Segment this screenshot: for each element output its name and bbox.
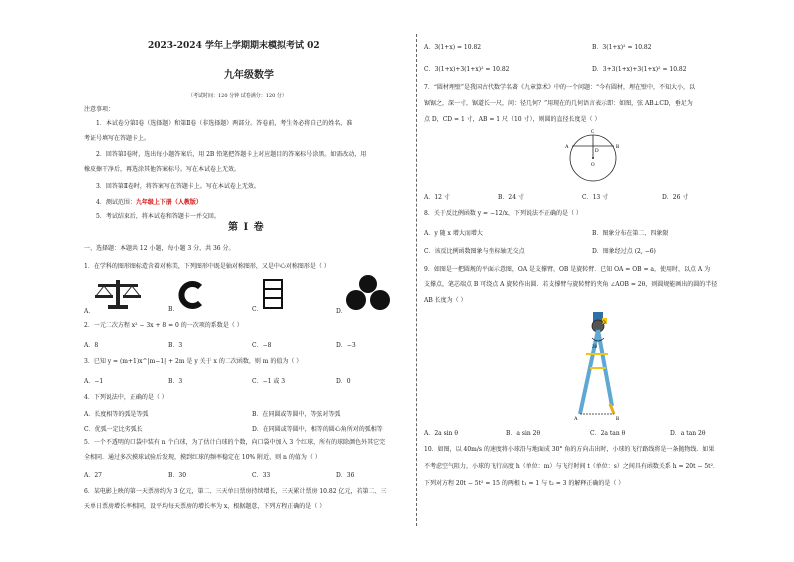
q8-text: 8．关于反比例函数 y = −12/x，下列说法不正确的是（ ） bbox=[424, 210, 582, 217]
q3-option-b: B．3 bbox=[168, 378, 183, 385]
exam-meta: （考试时间：120 分钟 试卷满分：120 分） bbox=[188, 93, 287, 99]
q7-text-line3: 点 D，CD = 1 寸，AB = 1 尺（10 寸），则圆的直径长度是（ ） bbox=[424, 116, 601, 123]
q2-text: 2．一元二次方程 x² − 3x + 8 = 0 的一次项的系数是（ ） bbox=[84, 322, 243, 329]
q5-text-line2: 全相同．通过多次摸球试验后发现，摸到红球的频率稳定在 10% 附近，则 n 的值为（ ） bbox=[84, 454, 321, 461]
q5-option-b: B．30 bbox=[168, 472, 187, 479]
q9-option-a: A．2a sin θ bbox=[424, 430, 459, 437]
q6-option-b: B．3(1+x)² = 10.82 bbox=[592, 44, 652, 51]
q7-option-b: B．24 寸 bbox=[498, 194, 524, 201]
range-label: 4．测试范围： bbox=[96, 199, 136, 206]
subject-title: 九年级数学 bbox=[224, 70, 274, 81]
q6-text-line2: 天单日票房增长率相同，设平均每天票房的增长率为 x，根据题意，下列方程正确的是（ ） bbox=[84, 503, 326, 510]
q1-option-b: B． bbox=[168, 306, 179, 313]
q10-text-line2: 不考虑空气阻力，小球的飞行高度 h（单位：m）与飞行时间 t（单位：s）之间具有函数关系 h = 20t − 5t²． bbox=[424, 463, 719, 470]
label-o: O bbox=[602, 321, 606, 326]
three-circles-icon bbox=[346, 274, 390, 312]
note-line: 5．考试结束后，将本试卷和答题卡一并交回。 bbox=[96, 213, 220, 220]
q1-option-a: A． bbox=[84, 308, 95, 315]
q9-option-c: C．2a tan θ bbox=[590, 430, 626, 437]
note-line: 3．回答第Ⅱ卷时，将答案写在答题卡上。写在本试卷上无效。 bbox=[96, 183, 260, 190]
note-line: 1．本试卷分第Ⅰ卷（选择题）和第Ⅱ卷（非选择题）两部分。答卷前，考生务必将自己的姓名、准 bbox=[96, 120, 353, 127]
label-c: C bbox=[591, 130, 595, 135]
q4-option-b: B．在同圆或等圆中，等弦对等弧 bbox=[252, 411, 341, 418]
section-instruction: 一、选择题：本题共 12 小题，每小题 3 分，共 36 分。 bbox=[84, 245, 235, 252]
q9-text-line3: AB 长度为（ ） bbox=[424, 297, 467, 304]
note-line: 2．回答第Ⅰ卷时，选出每小题答案后，用 2B 铅笔把答题卡上对应题目的答案标号涂黑。如需改动，用 bbox=[96, 151, 367, 158]
q10-text-line3: 下列对方程 20t − 5t² = 15 的两根 t₁ = 1 与 t₂ = 3 的解释正确的是（ ） bbox=[424, 480, 625, 487]
q4-option-a: A．长度相等的弧是等弧 bbox=[84, 411, 149, 418]
q8-option-a: A．y 随 x 增大而增大 bbox=[424, 230, 483, 237]
c-shape-icon bbox=[176, 280, 206, 310]
range-value: 九年级上下册（人教版） bbox=[135, 199, 202, 206]
q9-text-line1: 9．如图是一把圆规的平面示意图，OA 是支撑臂，OB 是旋转臂．已知 OA = OB = a，使用时，以点 A 为 bbox=[424, 266, 711, 273]
note-line-range bbox=[96, 199, 202, 207]
q9-option-b: B．a sin 2θ bbox=[506, 430, 541, 437]
q6-option-c: C．3(1+x)+3(1+x)² = 10.82 bbox=[424, 66, 510, 73]
label-a: A bbox=[574, 417, 578, 422]
q6-option-a: A．3(1+x) = 10.82 bbox=[424, 44, 482, 51]
label-b: B bbox=[616, 417, 620, 422]
q3-text: 3．已知 y = (m+1)x^|m−1| + 2m 是 y 关于 x 的二次函数，则 m 的值为（ ） bbox=[84, 358, 303, 365]
exam-title: 2023-2024 学年上学期期末模拟考试 02 bbox=[148, 41, 320, 51]
q10-text-line1: 10．如图，以 40m/s 的速度将小球沿与地面成 30° 角的方向击出时，小球的飞行路线将是一条抛物线．如果 bbox=[424, 446, 715, 453]
q7-option-a: A．12 寸 bbox=[424, 194, 450, 201]
q8-option-b: B．图象分布在第二、四象限 bbox=[592, 230, 669, 237]
q3-option-a: A．−1 bbox=[84, 378, 104, 385]
q4-text: 4．下列说法中，正确的是（ ） bbox=[84, 394, 168, 401]
q5-option-a: A．27 bbox=[84, 472, 102, 479]
q2-option-c: C．−8 bbox=[252, 342, 272, 349]
label-a: A bbox=[565, 145, 569, 150]
section-title: 第 Ⅰ 卷 bbox=[228, 222, 265, 233]
compass-diagram bbox=[572, 310, 624, 422]
q9-text-line2: 支撑点，笔芯端点 B 可绕点 A 旋转作出圆．若支撑臂与旋转臂的夹角 ∠AOB = 2θ，则圆规能画出的圆的半径 bbox=[424, 281, 718, 288]
note-line: 橡皮擦干净后，再选涂其他答案标号。写在本试卷上无效。 bbox=[84, 166, 241, 173]
rectangle-grid-icon bbox=[262, 278, 284, 310]
q7-option-d: D．26 寸 bbox=[662, 194, 689, 201]
q2-option-a: A．8 bbox=[84, 342, 99, 349]
column-divider bbox=[416, 34, 417, 526]
q5-option-c: C．33 bbox=[252, 472, 271, 479]
q7-option-c: C．13 寸 bbox=[582, 194, 609, 201]
label-d: D bbox=[595, 149, 599, 154]
q7-text-line2: 锯锯之，深一寸，锯道长一尺，问：径几何？”用现在的几何语言表示即：如图，弦 AB⊥CD，垂足为 bbox=[424, 100, 693, 107]
q1-text: 1．在学科的图形图标造含着对称美，下列图形中既是轴对称图形，又是中心对称图形是（ ） bbox=[84, 263, 330, 270]
q1-option-c: C． bbox=[252, 306, 263, 313]
scale-icon bbox=[94, 278, 142, 310]
note-line: 考证号填写在答题卡上。 bbox=[84, 135, 151, 142]
notes-heading: 注意事项： bbox=[84, 106, 115, 113]
q1-option-d: D． bbox=[336, 308, 347, 315]
q6-option-d: D．3+3(1+x)+3(1+x)² = 10.82 bbox=[592, 66, 687, 73]
q4-option-c: C．优弧一定比劣弧长 bbox=[84, 426, 143, 433]
q8-option-d: D．图象经过点 (2, −6) bbox=[592, 248, 656, 255]
q6-text-line1: 6．某电影上映的第一天票房约为 3 亿元，第二、三天单日票房持续增长，三天累计票房 10.82 亿元，若第二、三 bbox=[84, 488, 387, 495]
q5-option-d: D．36 bbox=[336, 472, 355, 479]
label-angle: 2θ bbox=[592, 345, 597, 350]
q4-option-d: D．在同圆或等圆中，相等的圆心角所对的弧相等 bbox=[252, 426, 383, 433]
q9-option-d: D．a tan 2θ bbox=[670, 430, 706, 437]
label-o: O bbox=[591, 163, 595, 168]
q2-option-d: D．−3 bbox=[336, 342, 356, 349]
q5-text-line1: 5．一个不透明的口袋中装有 n 个白球，为了估计白球的个数，向口袋中加入 3 个红球，所有的球除颜色外其它完 bbox=[84, 439, 386, 446]
label-b: B bbox=[616, 145, 620, 150]
q2-option-b: B．3 bbox=[168, 342, 183, 349]
q3-option-d: D．0 bbox=[336, 378, 351, 385]
q3-option-c: C．−1 或 3 bbox=[252, 378, 286, 385]
q7-text-line1: 7．“圆材埋壁”是我国古代数学名著《九章算术》中的一个问题：“今有圆材，埋在壁中，不知大小，以 bbox=[424, 84, 696, 91]
circle-diagram bbox=[562, 126, 624, 184]
q8-option-c: C．该反比例函数图象与坐标轴无交点 bbox=[424, 248, 525, 255]
